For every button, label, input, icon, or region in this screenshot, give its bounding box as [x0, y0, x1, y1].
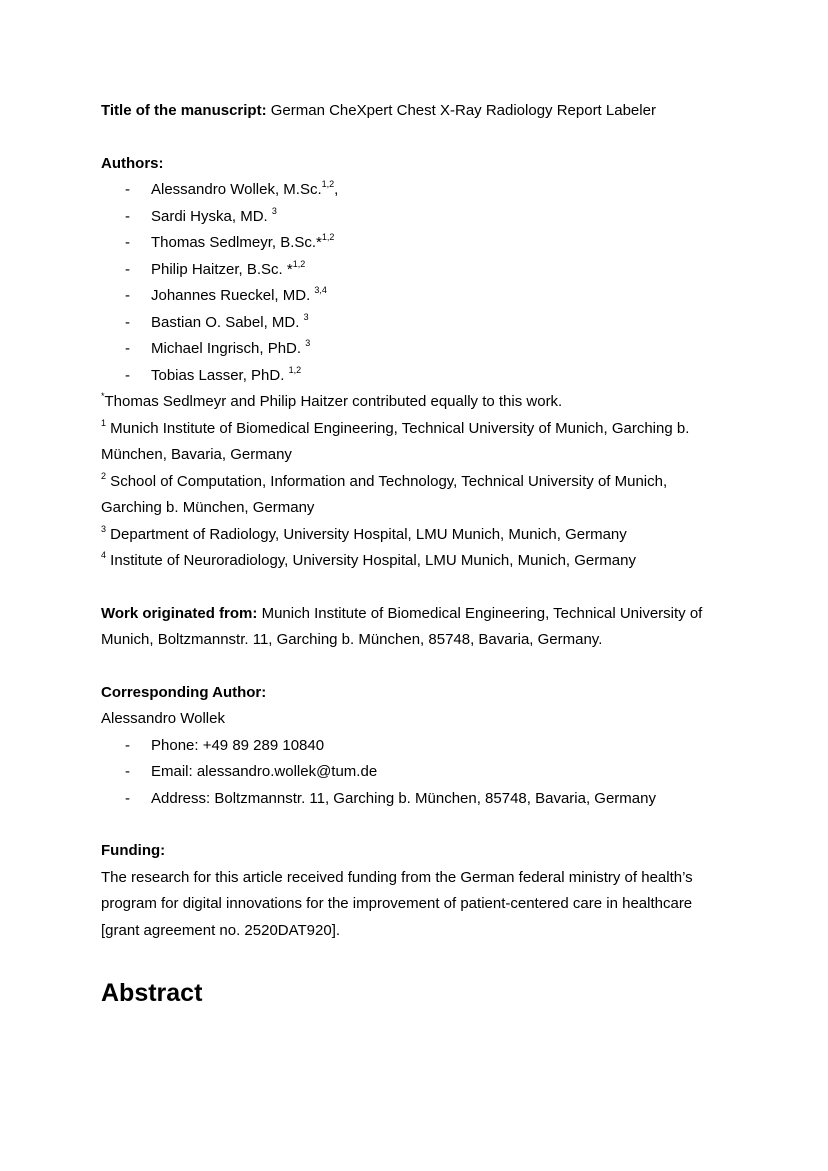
author-affiliation: 3,4 — [314, 285, 327, 295]
author-affiliation: 3 — [271, 205, 277, 216]
contact-address: - Address: Boltzmannstr. 11, Garching b. München, 85748, Bavaria, Germany — [101, 786, 741, 813]
author-name: Bastian O. Sabel, MD. — [151, 313, 304, 331]
author-name: Sardi Hyska, MD. — [151, 207, 272, 225]
author-item — [101, 310, 741, 337]
author-item — [101, 336, 741, 363]
author-affiliation: 1,2 — [292, 258, 306, 269]
dash-bullet: - — [125, 260, 130, 278]
funding-text: The research for this article received funding from the German federal ministry of health’s program for digital innovations for the improvement of patient-centered care in healthcare [grant agreement no. 2520DAT920]. — [101, 868, 693, 939]
title-label: Title of the manuscript: — [101, 102, 267, 119]
author-item — [101, 230, 741, 257]
author-affiliation: 1,2 — [321, 179, 335, 189]
work-origin: Work originated from: Munich Institute of Biomedical Engineering, Technical University of Munich, Boltzmannstr. 11, Garching b. München, 85748, Bavaria, Germany. — [101, 604, 703, 648]
equal-contribution-note: *Thomas Sedlmeyr and Philip Haitzer contributed equally to this work. — [101, 391, 563, 410]
author-item — [101, 283, 741, 310]
funding-heading: Funding: — [101, 842, 166, 859]
author-list — [101, 177, 741, 389]
dash-bullet: - — [125, 234, 130, 251]
corresponding-name: Alessandro Wollek — [101, 710, 225, 727]
author-item — [101, 257, 741, 284]
dash-bullet: - — [125, 763, 130, 780]
contact-email: - Email: alessandro.wollek@tum.de — [101, 759, 741, 786]
author-name: Johannes Rueckel, MD. — [151, 287, 315, 304]
title-text: German CheXpert Chest X-Ray Radiology Report Labeler — [266, 102, 656, 119]
affiliation-3: $^3$ Department of Radiology, University Hospital, LMU Munich, Munich, Germany — [101, 523, 627, 543]
affiliation-2: $^2$ School of Computation, Information and Technology, Technical University of Munich, Garching b. München, Germany — [101, 470, 668, 516]
affiliation-4: $^4$ Institute of Neuroradiology, University Hospital, LMU Munich, Munich, Germany — [101, 550, 636, 569]
contact-phone: - Phone: +49 89 289 10840 — [101, 733, 741, 760]
author-affiliation: 3 — [305, 338, 311, 348]
contact-list — [101, 733, 741, 813]
corresponding-heading: Corresponding Author: — [101, 683, 267, 701]
dash-bullet: - — [125, 736, 130, 754]
affiliation-1: $^1$ Munich Institute of Biomedical Engineering, Technical University of Munich, Garching b. München, Bavaria, Germany — [101, 417, 690, 463]
author-item — [101, 363, 741, 390]
dash-bullet: - — [125, 181, 130, 198]
author-name: Michael Ingrisch, PhD. — [151, 340, 306, 357]
abstract-heading: Abstract — [101, 979, 203, 1007]
author-name: Alessandro Wollek, M.Sc. — [151, 181, 322, 198]
author-affiliation: 3 — [303, 311, 309, 322]
manuscript-page — [101, 98, 741, 1008]
work-origin-label: Work originated from: — [101, 604, 258, 622]
dash-bullet: - — [125, 789, 130, 807]
author-name: Thomas Sedlmeyr, B.Sc.* — [151, 234, 322, 251]
dash-bullet: - — [125, 340, 130, 357]
manuscript-title — [101, 98, 741, 125]
authors-heading: Authors: — [101, 154, 164, 172]
author-item: - Alessandro Wollek, M.Sc.$^{1,2}$, — [101, 177, 741, 204]
author-name: Philip Haitzer, B.Sc. * — [151, 260, 293, 278]
author-item — [101, 204, 741, 231]
dash-bullet: - — [125, 207, 130, 225]
author-name: Tobias Lasser, PhD. — [151, 366, 289, 384]
author-affiliation: 1,2 — [321, 232, 335, 242]
dash-bullet: - — [125, 287, 130, 304]
author-affiliation: 1,2 — [288, 364, 302, 375]
dash-bullet: - — [125, 313, 130, 331]
dash-bullet: - — [125, 366, 130, 384]
